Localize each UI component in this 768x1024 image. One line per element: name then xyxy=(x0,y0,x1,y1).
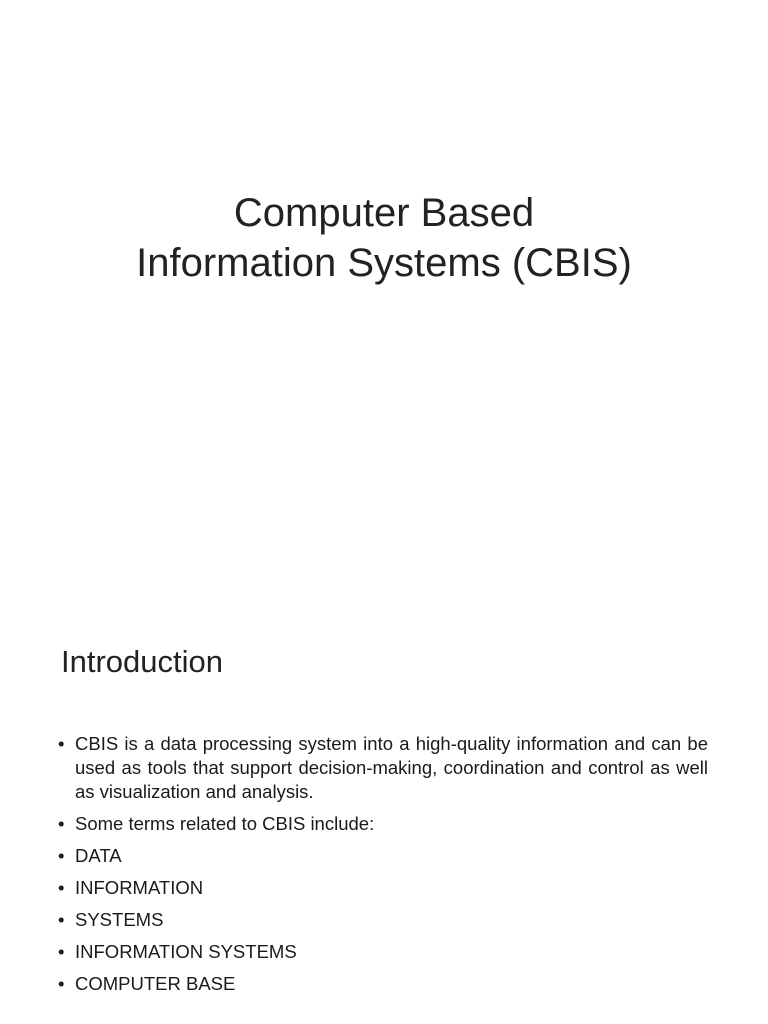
bullet-text: CBIS is a data processing system into a high-quality information and can be used as tools that support decision-making, coordination and control as well as visualization and analysis. xyxy=(75,733,708,802)
section-heading: Introduction xyxy=(61,644,223,679)
bullet-item xyxy=(58,908,708,932)
title-line-2-prefix: Information Systems ( xyxy=(136,241,526,285)
bullet-item xyxy=(58,876,708,900)
title-line-2 xyxy=(0,238,768,288)
bullet-item xyxy=(58,972,708,996)
bullet-item xyxy=(58,844,708,868)
bullet-icon: • xyxy=(58,733,65,754)
bullet-item xyxy=(58,812,708,836)
title-line-2-suffix: ) xyxy=(618,241,632,285)
bullet-icon: • xyxy=(58,813,65,834)
title-acronym: CBIS xyxy=(525,241,619,285)
slide-title xyxy=(0,188,768,288)
bullet-text: SYSTEMS xyxy=(75,909,164,930)
bullet-text: DATA xyxy=(75,845,122,866)
bullet-item xyxy=(58,940,708,964)
bullet-icon: • xyxy=(58,877,65,898)
bullet-text: Some terms related to CBIS include: xyxy=(75,813,375,834)
bullet-icon: • xyxy=(58,909,65,930)
introduction-slide xyxy=(0,510,768,1024)
bullet-icon: • xyxy=(58,973,65,994)
bullet-text: INFORMATION SYSTEMS xyxy=(75,941,297,962)
bullet-icon: • xyxy=(58,941,65,962)
title-line-1: Computer Based xyxy=(233,191,535,235)
bullet-text: COMPUTER BASE xyxy=(75,973,236,994)
bullet-item xyxy=(58,732,708,804)
title-slide xyxy=(0,0,768,510)
bullet-list xyxy=(58,732,708,1004)
bullet-icon: • xyxy=(58,845,65,866)
bullet-text: INFORMATION xyxy=(75,877,204,898)
